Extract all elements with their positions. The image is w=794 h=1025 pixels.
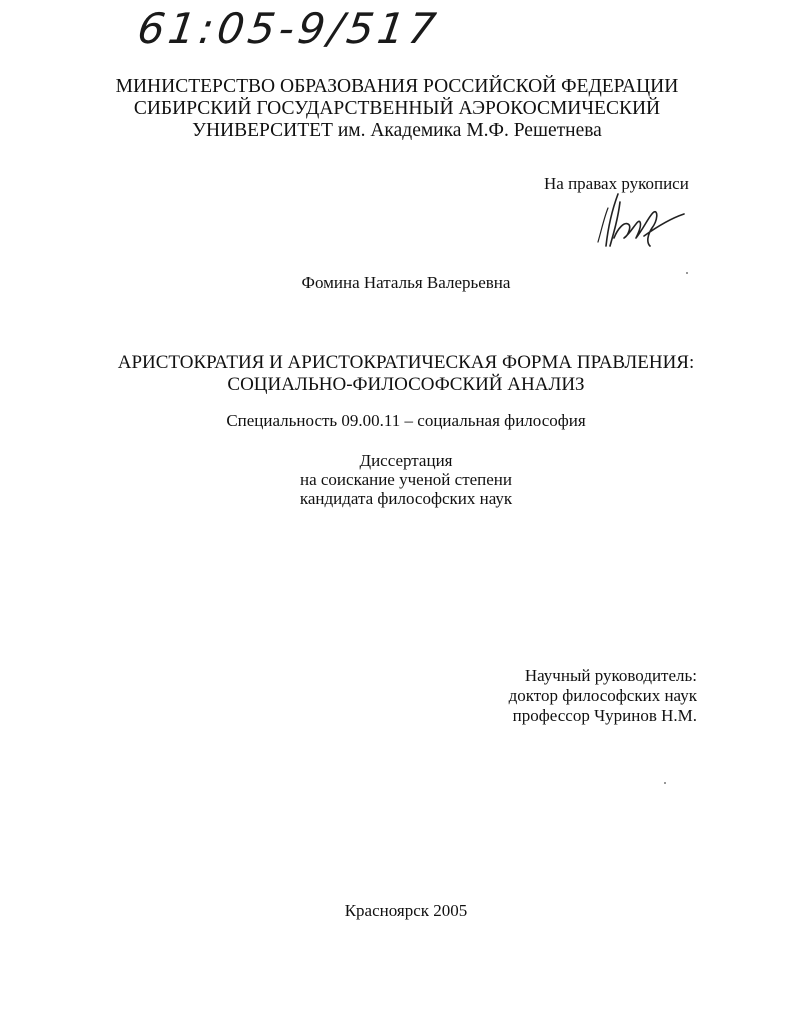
author-name: Фомина Наталья Валерьевна bbox=[301, 273, 511, 292]
supervisor-line-1: Научный руководитель: bbox=[524, 666, 697, 685]
archive-code: 61:05-9/517 bbox=[134, 4, 443, 53]
degree-info bbox=[0, 451, 794, 508]
manuscript-note: На правах рукописи bbox=[544, 174, 689, 193]
scan-speck bbox=[686, 272, 688, 274]
handwritten-signature bbox=[588, 188, 688, 260]
institution-header bbox=[0, 76, 794, 142]
degree-line-2: на соискание ученой степени bbox=[299, 470, 513, 489]
supervisor-line-3: профессор Чуринов Н.М. bbox=[512, 706, 697, 725]
degree-line-3: кандидата философских наук bbox=[299, 489, 513, 508]
supervisor-block bbox=[509, 666, 697, 726]
scan-speck bbox=[664, 782, 666, 784]
institution-line-1: МИНИСТЕРСТВО ОБРАЗОВАНИЯ РОССИЙСКОЙ ФЕДЕРАЦИИ bbox=[115, 76, 679, 97]
degree-line-1: Диссертация bbox=[359, 451, 453, 470]
specialty: Специальность 09.00.11 – социальная философия bbox=[226, 411, 586, 430]
dissertation-title bbox=[0, 352, 794, 396]
title-line-1: АРИСТОКРАТИЯ И АРИСТОКРАТИЧЕСКАЯ ФОРМА ПРАВЛЕНИЯ: bbox=[117, 352, 695, 373]
institution-line-2: СИБИРСКИЙ ГОСУДАРСТВЕННЫЙ АЭРОКОСМИЧЕСКИЙ bbox=[133, 98, 661, 119]
supervisor-line-2: доктор философских наук bbox=[508, 686, 697, 705]
title-line-2: СОЦИАЛЬНО-ФИЛОСОФСКИЙ АНАЛИЗ bbox=[227, 374, 585, 395]
institution-line-3: УНИВЕРСИТЕТ им. Академика М.Ф. Решетнева bbox=[192, 120, 602, 141]
city-and-year: Красноярск 2005 bbox=[344, 901, 468, 920]
